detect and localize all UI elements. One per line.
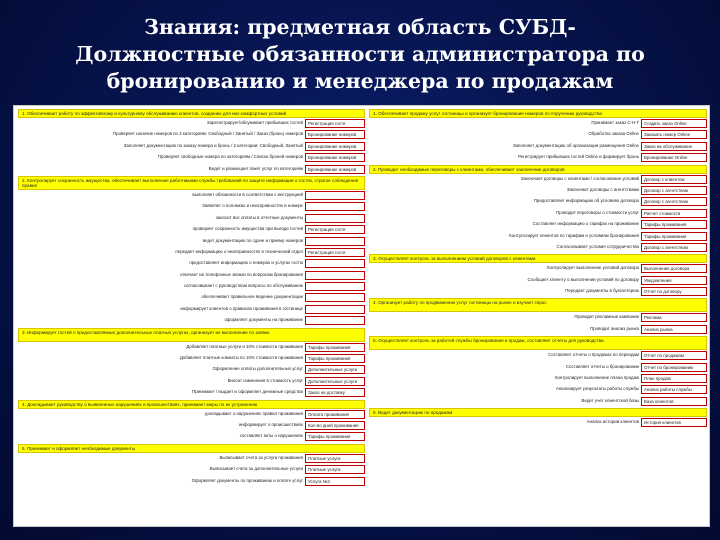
linked-table-field[interactable]: Тарифы проживания xyxy=(641,232,707,241)
duty-label: Составляет информацию о тарифах на проживание xyxy=(532,221,639,227)
duty-label: составляет акты о нарушениях xyxy=(239,433,303,439)
linked-table-field[interactable]: Расчет стоимости xyxy=(641,209,707,218)
linked-table-field[interactable]: Бронирование номеров xyxy=(305,142,365,151)
linked-table-field[interactable]: Тарифы проживания xyxy=(305,343,365,352)
linked-table-field[interactable] xyxy=(305,202,365,211)
duty-row xyxy=(18,153,365,163)
duty-label: Проводит анализ рынка xyxy=(590,325,639,331)
linked-table-field[interactable]: Заказ на обслуживание xyxy=(641,142,707,151)
duty-label: передает информацию о неисправностях в технический отдел xyxy=(175,248,303,254)
duty-row xyxy=(18,214,365,224)
linked-table-field[interactable] xyxy=(305,214,365,223)
duty-row xyxy=(18,354,365,364)
duty-row xyxy=(369,374,707,384)
linked-table-field[interactable]: Тарифы проживания xyxy=(305,432,365,441)
duty-row xyxy=(369,243,707,253)
duty-row xyxy=(18,202,365,212)
duty-label: Заключает договоры с клиентами / согласование условий xyxy=(520,175,639,181)
duty-label: Оформление оплаты дополнительных услуг xyxy=(212,366,303,372)
duty-row xyxy=(369,313,707,323)
duty-row xyxy=(18,388,365,398)
duty-label: ведет документацию по сдаче и приему номеров xyxy=(202,237,303,243)
duty-row xyxy=(369,264,707,274)
duty-row xyxy=(18,465,365,475)
section-header: 5. Принимает и оформляет необходимые документы xyxy=(18,444,365,453)
duty-row xyxy=(18,410,365,420)
section-header: 4. Докладывает руководству о выявленных нарушениях и происшествиях, принимает меры по их устранению xyxy=(18,400,365,409)
duty-row xyxy=(18,271,365,281)
duty-label: Предоставляет информацию об условиях договора xyxy=(533,198,639,204)
duty-label: Заполняет документацию об организации размещения Online xyxy=(512,142,639,148)
duty-row xyxy=(369,197,707,207)
duty-row xyxy=(18,248,365,258)
spreadsheet-screenshot xyxy=(13,105,710,527)
duty-row xyxy=(18,377,365,387)
duty-label: отвечает на телефонные звонки по вопросам бронирования xyxy=(179,271,303,277)
linked-table-field[interactable]: Дополнительные услуги xyxy=(305,365,365,374)
duty-row xyxy=(369,351,707,361)
section-header: 2. Проводит необходимые переговоры с клиентами, обеспечивает заключение договоров xyxy=(369,165,707,174)
duty-label: Обработка заказа Online xyxy=(588,131,639,137)
section-header: 3. Осуществляет контроль за выполнением условий договоров с клиентами xyxy=(369,254,707,263)
duty-label: Консультирует клиентов по тарифам и условиям бронирования xyxy=(509,232,639,238)
duty-label: информирует клиентов о правилах проживания в гостинице xyxy=(180,305,303,311)
section-header: 1. Обеспечивает продажу услуг гостиницы и организует бронирование номеров по поручению руководства xyxy=(369,109,707,118)
linked-table-field[interactable]: Регистрация гостя xyxy=(305,119,365,128)
duty-label: Ведет и размещает пакет услуг по категориям xyxy=(208,165,303,171)
duty-row xyxy=(18,343,365,353)
linked-table-field[interactable]: Отчет по продажам xyxy=(641,351,707,360)
duty-label: Ведет учет клиентской базы xyxy=(581,397,639,403)
linked-table-field[interactable]: Бронирование номеров xyxy=(305,130,365,139)
slide-title-line-1: Знания: предметная область СУБД- xyxy=(144,15,576,39)
section-header: 3. Информирует гостей о предоставляемых дополнительных платных услугах, организует их выполнение по заявке xyxy=(18,328,365,342)
duty-label: Согласовывает условия сотрудничества xyxy=(556,243,639,249)
duty-label: Регистрирует прибывших гостей Online и формирует бронь xyxy=(517,154,639,160)
duty-row xyxy=(18,282,365,292)
linked-table-field[interactable]: Заказать номер Online xyxy=(641,130,707,139)
duty-label: проверяет сохранность имущества при выезде гостей xyxy=(192,226,303,232)
duty-row xyxy=(369,276,707,286)
linked-table-field[interactable]: Регистрация гостя xyxy=(305,225,365,234)
linked-table-field[interactable]: Договор с агентством xyxy=(641,243,707,252)
linked-table-field[interactable] xyxy=(305,305,365,314)
duty-label: Составляет отчеты о продажах по периодам xyxy=(548,352,639,358)
duty-label: Принимает заказ С-Н-Г xyxy=(591,120,639,125)
linked-table-field[interactable]: Бронирование Online xyxy=(641,153,707,162)
linked-table-field[interactable]: Договор с агентством xyxy=(641,186,707,195)
left-panel-admin-duties xyxy=(18,109,365,523)
linked-table-field[interactable]: Бронирование номеров xyxy=(305,153,365,162)
linked-table-field[interactable]: Договор с агентством xyxy=(641,197,707,206)
right-panel-sales-manager-duties xyxy=(369,109,707,523)
linked-table-field[interactable]: Кол-во дней проживания xyxy=(305,421,365,430)
duty-row xyxy=(369,397,707,407)
linked-table-field[interactable]: Создать заказ Online xyxy=(641,119,707,128)
duty-label: Контролирует выполнение условий договора xyxy=(547,265,639,271)
duty-label: Составляет отчеты о бронировании xyxy=(565,363,639,369)
duty-label: Проводит переговоры о стоимости услуг xyxy=(556,209,639,215)
duty-row xyxy=(18,191,365,201)
duty-label: Заключает договоры с агентствами xyxy=(566,186,639,192)
linked-table-field[interactable]: Платные услуги xyxy=(305,454,365,463)
linked-table-field[interactable]: Оплата проживания xyxy=(305,410,365,419)
linked-table-field[interactable] xyxy=(305,259,365,268)
duty-label: согласовывает с руководством вопросы по обслуживанию xyxy=(183,283,303,289)
duty-label: Заявляет о поломках и неисправностях в номере xyxy=(202,203,303,209)
linked-table-field[interactable]: План продаж xyxy=(641,374,707,383)
duty-row xyxy=(369,220,707,230)
linked-table-field[interactable]: Регистрация гостя xyxy=(305,248,365,257)
duty-row xyxy=(369,385,707,395)
duty-row xyxy=(18,237,365,247)
duty-label: Контролирует выполнение плана продаж xyxy=(554,375,639,381)
duty-row xyxy=(18,305,365,315)
linked-table-field[interactable] xyxy=(305,316,365,325)
duty-label: предоставляет информацию о номерах и услугах гостю xyxy=(189,260,303,266)
duty-row xyxy=(369,130,707,140)
duty-label: Проверяет свободные номера по категориям / Список броней номеров xyxy=(157,154,303,160)
duty-label: Зарегистрирует/облуживает прибывших гостей xyxy=(206,120,303,125)
duty-row xyxy=(369,142,707,152)
duty-label: Выписывает счета за дополнительные услуги xyxy=(209,466,303,472)
duty-row xyxy=(369,153,707,163)
duty-label: Принимает / выдает и оформляет денежные средства xyxy=(192,389,303,395)
section-header: 1. Обеспечивает работу по эффективному и культурному обслуживанию клиентов, созданию для них комфортных условий xyxy=(18,109,365,118)
slide-title xyxy=(0,14,720,95)
duty-label: Выписывает счета за услуги проживания xyxy=(219,454,303,460)
duty-label: Добавляет платные услуги и 10% стоимости проживания xyxy=(186,343,303,349)
duty-row xyxy=(18,293,365,303)
linked-table-field[interactable] xyxy=(305,271,365,280)
duty-row xyxy=(369,209,707,219)
duty-label: информирует о происшествиях xyxy=(238,421,303,427)
duty-row xyxy=(369,325,707,335)
duty-label: оформляет документы на проживание xyxy=(224,317,303,323)
duty-row xyxy=(18,130,365,140)
linked-table-field[interactable]: История клиентов xyxy=(641,418,707,427)
linked-table-field[interactable]: Тарифы проживания xyxy=(305,354,365,363)
duty-row xyxy=(18,432,365,442)
duty-row xyxy=(369,175,707,185)
linked-table-field[interactable]: Бронирование номеров xyxy=(305,165,365,174)
duty-row xyxy=(369,186,707,196)
linked-table-field[interactable] xyxy=(305,237,365,246)
linked-table-field[interactable] xyxy=(305,282,365,291)
linked-table-field[interactable]: Отчет по бронированию xyxy=(641,363,707,372)
duty-row xyxy=(369,232,707,242)
linked-table-field[interactable]: Заказ на доставку xyxy=(305,388,365,397)
linked-table-field[interactable]: Дополнительные услуги xyxy=(305,377,365,386)
slide-title-line-2: Должностные обязанности администратора по xyxy=(75,42,645,66)
duty-label: обеспечивает правильное ведение документации xyxy=(201,294,303,300)
duty-row xyxy=(18,316,365,326)
duty-row xyxy=(18,365,365,375)
linked-table-field[interactable]: Выполнение договора xyxy=(641,264,707,273)
duty-label: Анализ истории клиентов xyxy=(586,419,639,425)
duty-row xyxy=(369,363,707,373)
linked-table-field[interactable]: Анализ рынка xyxy=(641,325,707,334)
duty-label: Сообщает клиенту о выполнении условий по договору xyxy=(527,276,639,282)
duty-row xyxy=(18,119,365,129)
duty-label: докладывает о нарушениях правил проживания xyxy=(204,410,303,416)
linked-table-field[interactable]: Уведомления xyxy=(641,276,707,285)
duty-label: Анализирует результаты работы службы xyxy=(555,386,639,392)
linked-table-field[interactable]: Тарифы проживания xyxy=(641,220,707,229)
linked-table-field[interactable]: Анализ работы службы xyxy=(641,385,707,394)
linked-table-field[interactable]: База клиентов xyxy=(641,397,707,406)
linked-table-field[interactable]: Платные услуги xyxy=(305,465,365,474)
duty-label: выполняет обязанности в соответствии с инструкцией xyxy=(192,191,303,197)
duty-label: Добавляет платные комнаты по 10% стоимости проживания xyxy=(179,355,303,361)
duty-row xyxy=(18,477,365,487)
duty-label: Оформляет документы по проживанию и оплате услуг xyxy=(191,477,303,483)
slide-title-line-3: бронированию и менеджера по продажам xyxy=(106,69,614,93)
duty-row xyxy=(18,225,365,235)
duty-label: Проверяет наличие номеров по 3 категориям: Свободный / Занятый / Заказ (бронь) номеров xyxy=(113,131,303,137)
section-header: 2. Контролирует сохранность имущества, обеспечивает выполнение работниками службы требований по защите информации о гостях, строгое соблюдение правил xyxy=(18,176,365,190)
duty-label: заносит все оплаты в отчетные документы xyxy=(215,214,303,220)
section-header: 5. Осуществляет контроль за работой службы бронирования и продаж, составляет отчеты для руководства xyxy=(369,336,707,350)
duty-label: Передает документы в бухгалтерию xyxy=(565,288,639,294)
linked-table-field[interactable]: Отчет по договору xyxy=(641,287,707,296)
duty-row xyxy=(18,142,365,152)
linked-table-field[interactable] xyxy=(305,191,365,200)
duty-row xyxy=(18,165,365,175)
section-header: 4. Организует работу по продвижению услуг гостиницы на рынке и изучает спрос xyxy=(369,298,707,312)
linked-table-field[interactable]: Реклама xyxy=(641,313,707,322)
duty-row xyxy=(18,454,365,464)
duty-row xyxy=(369,287,707,297)
linked-table-field[interactable]: Договор с клиентом xyxy=(641,175,707,184)
duty-label: Заполняет документацию по заказу номера и бронь / 2 категории: Свободный, Занятый xyxy=(123,142,303,148)
linked-table-field[interactable]: Услуга №3 xyxy=(305,477,365,486)
duty-label: Проводит рекламные кампании xyxy=(574,314,639,320)
duty-row xyxy=(18,421,365,431)
duty-row xyxy=(369,119,707,129)
duty-row xyxy=(18,259,365,269)
linked-table-field[interactable] xyxy=(305,293,365,302)
section-header: 6. Ведет документацию по продажам xyxy=(369,408,707,417)
duty-label: Вносит изменения в стоимость услуг xyxy=(227,377,303,383)
duty-row xyxy=(369,418,707,428)
